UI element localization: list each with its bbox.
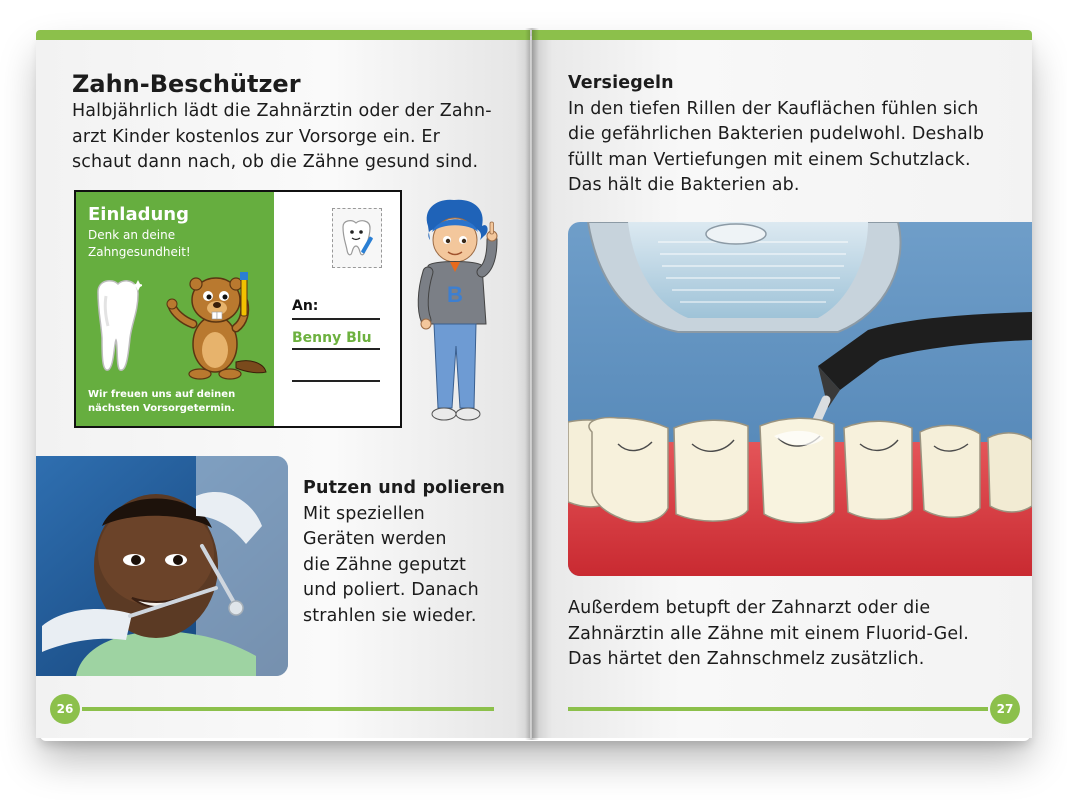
card-subtitle-line: Denk an deine (88, 228, 176, 242)
photo-child-at-dentist (36, 456, 288, 676)
illustration-tooth-sealing (568, 222, 1032, 576)
intro-text (72, 99, 492, 176)
heading-zahn-beschuetzer: Zahn-Beschützer (72, 70, 301, 98)
address-line (292, 348, 380, 350)
page-number-left: 26 (50, 694, 80, 724)
section-line: die Zähne geputzt (303, 554, 467, 575)
intro-line: Halbjährlich lädt die Zahnärztin oder der Zahn- (72, 101, 492, 121)
card-footer-line: nächsten Vorsorgetermin. (88, 403, 235, 414)
bottom-bar-left (82, 707, 494, 711)
card-subtitle-line: Zahngesundheit! (88, 245, 191, 259)
address-line (292, 318, 380, 320)
recipient-name: Benny Blu (292, 330, 372, 346)
svg-text:B: B (447, 282, 463, 307)
book-gutter (525, 28, 539, 740)
section-line: Das härtet den Zahnschmelz zusätzlich. (568, 649, 925, 669)
page-left (36, 30, 530, 738)
section-line: Das hält die Bakterien ab. (568, 175, 800, 195)
child-at-dentist-illustration (36, 456, 288, 676)
section-line: füllt man Vertiefungen mit einem Schutzlack. (568, 149, 971, 170)
section-fluorid (568, 596, 969, 673)
bottom-bar-right (568, 707, 988, 711)
intro-line: schaut dann nach, ob die Zähne gesund sind. (72, 152, 479, 172)
section-putzen (303, 476, 505, 629)
section-line: und poliert. Danach (303, 580, 479, 600)
tooth-sealing-drawing (568, 222, 1032, 576)
recipient-label: An: (292, 298, 319, 314)
page-right (532, 30, 1032, 738)
benny-blu-character (414, 196, 500, 426)
section-versiegeln (568, 71, 984, 199)
card-subtitle (88, 227, 191, 261)
page-number-right: 27 (990, 694, 1020, 724)
section-line: Mit speziellen (303, 503, 425, 524)
card-footer-line: Wir freuen uns auf deinen (88, 389, 236, 400)
tooth-stamp (332, 208, 382, 268)
tooth-stamp-icon (338, 218, 376, 258)
tooth-icon (92, 278, 142, 374)
invitation-card (74, 190, 402, 428)
address-line (292, 380, 380, 382)
section-line: Geräten werden (303, 529, 447, 549)
section-line: Außerdem betupft der Zahnarzt oder die (568, 598, 931, 618)
section-line: strahlen sie wieder. (303, 605, 477, 626)
intro-line: arzt Kinder kostenlos zur Vorsorge ein. Er (72, 126, 440, 147)
section-line: In den tiefen Rillen der Kauflächen fühlen sich (568, 98, 979, 119)
card-footer (88, 388, 235, 416)
invitation-card-green-panel (76, 192, 274, 426)
section-line: die gefährlichen Bakterien pudelwohl. Deshalb (568, 124, 985, 144)
section-heading: Versiegeln (568, 73, 674, 93)
card-title: Einladung (88, 204, 189, 225)
top-bar-right (532, 30, 1032, 40)
top-bar-left (36, 30, 530, 40)
section-line: Zahnärztin alle Zähne mit einem Fluorid-Gel. (568, 623, 970, 644)
beaver-mascot (160, 262, 270, 382)
section-heading: Putzen und polieren (303, 478, 506, 498)
